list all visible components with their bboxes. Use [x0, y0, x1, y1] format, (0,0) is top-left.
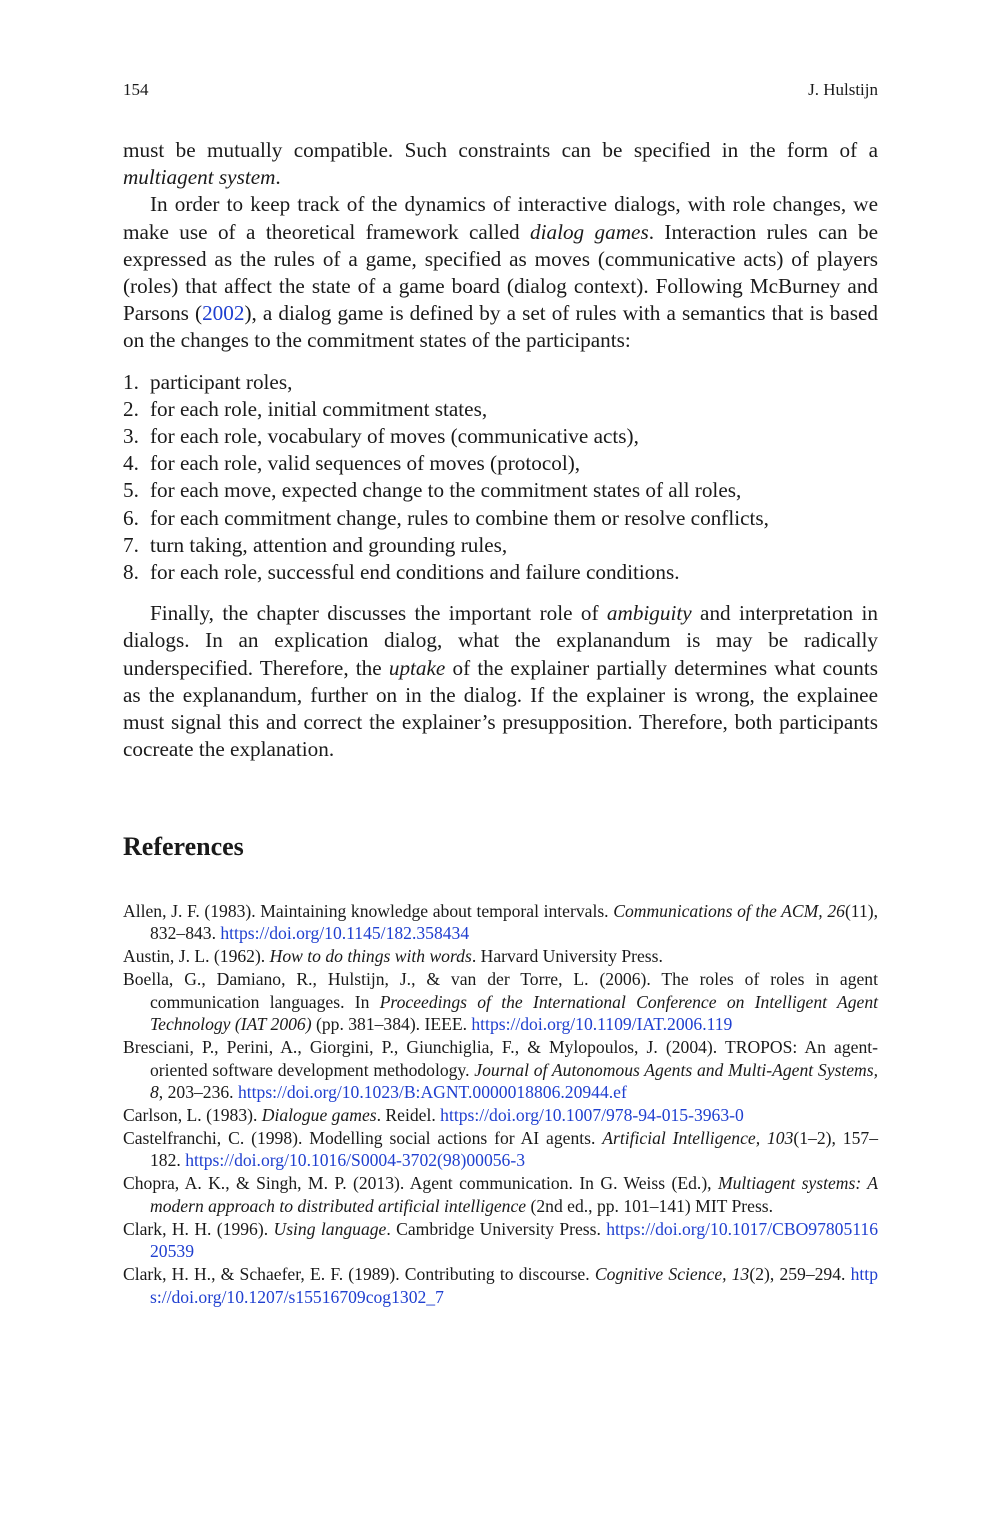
list-item	[123, 477, 878, 504]
reference-text: . Cambridge University Press.	[386, 1218, 607, 1239]
doi-link[interactable]: https://doi.org/10.1145/182.358434	[220, 923, 470, 944]
list-item-text: participant roles,	[150, 369, 293, 394]
rules-list	[123, 369, 878, 587]
reference-text: (1–2), 157–182.	[150, 1128, 878, 1171]
page-number: 154	[123, 80, 149, 99]
reference-item	[123, 945, 878, 967]
paragraph-text: .	[275, 165, 281, 190]
list-item-text: for each role, initial commitment states,	[150, 396, 488, 421]
reference-title: Journal of Autonomous Agents and Multi-Agent Systems, 8	[150, 1059, 878, 1103]
paragraph-text: In order to keep track of the dynamics of interactive dialogs, with role changes, we make use of a theoretical framework called	[123, 192, 878, 244]
emphasis: multiagent system	[123, 165, 276, 190]
list-item-text: for each move, expected change to the commitment states of all roles,	[150, 478, 742, 503]
running-header	[123, 80, 878, 104]
reference-title: Artificial Intelligence, 103	[602, 1128, 794, 1149]
reference-text: (2), 259–294.	[749, 1264, 851, 1285]
list-number: 2.	[123, 396, 139, 421]
paragraph-text: and interpretation in dialogs. In an explication dialog, what the explanandum is may be radically underspecified. Therefore, the	[123, 601, 879, 680]
reference-title: Cognitive Science, 13	[594, 1264, 750, 1285]
list-number: 7.	[123, 532, 139, 557]
list-item-text: for each role, successful end conditions and failure conditions.	[150, 560, 680, 585]
reference-item	[123, 1263, 878, 1308]
paragraph-text: Finally, the chapter discusses the important role of	[150, 601, 607, 626]
reference-text: (11), 832–843.	[150, 901, 878, 944]
reference-text: Bresciani, P., Perini, A., Giorgini, P., Giunchiglia, F., & Mylopoulos, J. (2004). TROPOS: An agent-oriented software development methodology.	[123, 1037, 878, 1080]
list-number: 4.	[123, 451, 139, 476]
reference-text: (pp. 381–384). IEEE.	[311, 1014, 472, 1035]
reference-text: , 203–236.	[158, 1082, 238, 1103]
citation-link[interactable]: 2002	[202, 301, 245, 326]
list-item	[123, 396, 878, 423]
reference-title: Multiagent systems: A modern approach to distributed artificial intelligence	[150, 1173, 878, 1216]
reference-item	[123, 1104, 878, 1126]
list-item-text: for each commitment change, rules to combine them or resolve conflicts,	[150, 505, 769, 530]
reference-text: (2nd ed., pp. 101–141) MIT Press.	[526, 1195, 774, 1216]
paragraph-text: ), a dialog game is defined by a set of rules with a semantics that is based on the changes to the commitment states of the participants:	[123, 301, 878, 353]
list-item	[123, 559, 878, 586]
body-text	[123, 137, 878, 763]
paragraph-text: . Interaction rules can be expressed as the rules of a game, specified as moves (communicative acts) of players (roles) that affect the state of a game board (dialog context). Following McBurney and Parsons (	[123, 219, 878, 326]
emphasis: ambiguity	[606, 601, 692, 626]
reference-item	[123, 900, 878, 945]
reference-item	[123, 1036, 878, 1103]
reference-text: . Harvard University Press.	[471, 946, 663, 967]
list-number: 1.	[123, 369, 139, 394]
paragraph-text: of the explainer partially determines what counts as the explanandum, further on in the dialog. If the explainer is wrong, the explainee must signal this and correct the explainer’s presupposition. Therefore, both participants cocreate the explanation.	[123, 655, 878, 762]
doi-link[interactable]: https://doi.org/10.1007/978-94-015-3963-0	[440, 1105, 744, 1126]
reference-item	[123, 1172, 878, 1217]
list-item-text: turn taking, attention and grounding rules,	[150, 532, 508, 557]
list-number: 5.	[123, 478, 139, 503]
reference-title: Using language	[273, 1218, 387, 1239]
reference-text: Austin, J. L. (1962).	[123, 946, 270, 967]
reference-item	[123, 1218, 878, 1263]
reference-text: . Reidel.	[376, 1105, 441, 1126]
list-item	[123, 450, 878, 477]
paragraph-2	[123, 191, 878, 354]
doi-link[interactable]: https://doi.org/10.1017/CBO9780511620539	[150, 1218, 878, 1262]
list-item-text: for each role, valid sequences of moves (protocol),	[150, 451, 581, 476]
reference-text: Clark, H. H. (1996).	[123, 1218, 274, 1239]
reference-text: Castelfranchi, C. (1998). Modelling social actions for AI agents.	[123, 1128, 603, 1149]
emphasis: uptake	[388, 655, 446, 680]
reference-title: How to do things with words	[269, 946, 472, 967]
paragraph-text: must be mutually compatible. Such constraints can be specified in the form of a	[123, 138, 878, 162]
reference-title: Communications of the ACM, 26	[613, 901, 845, 921]
list-item-text: for each role, vocabulary of moves (communicative acts),	[150, 424, 639, 449]
reference-text: Boella, G., Damiano, R., Hulstijn, J., & van der Torre, L. (2006). The roles of roles in agent communication languages. In	[123, 969, 878, 1012]
doi-link[interactable]: https://doi.org/10.1023/B:AGNT.0000018806.20944.ef	[237, 1082, 627, 1103]
reference-text: Clark, H. H., & Schaefer, E. F. (1989). Contributing to discourse.	[123, 1264, 595, 1285]
list-item	[123, 423, 878, 450]
doi-link[interactable]: https://doi.org/10.1016/S0004-3702(98)00056-3	[185, 1150, 526, 1171]
doi-link[interactable]: https://doi.org/10.1207/s15516709cog1302_7	[150, 1264, 878, 1307]
list-item	[123, 369, 878, 396]
list-number: 8.	[123, 560, 139, 585]
list-number: 3.	[123, 424, 139, 449]
paragraph-3	[123, 600, 878, 763]
references-heading: References	[123, 832, 244, 861]
references-list	[123, 900, 878, 1309]
list-item	[123, 532, 878, 559]
paragraph-1	[123, 137, 878, 191]
emphasis: dialog games	[530, 219, 649, 244]
reference-item	[123, 968, 878, 1035]
running-author: J. Hulstijn	[808, 80, 878, 99]
reference-item	[123, 1127, 878, 1172]
list-number: 6.	[123, 505, 139, 530]
reference-text: Allen, J. F. (1983). Maintaining knowledge about temporal intervals.	[123, 901, 614, 921]
list-item	[123, 505, 878, 532]
reference-text: Chopra, A. K., & Singh, M. P. (2013). Agent communication. In G. Weiss (Ed.),	[123, 1173, 718, 1194]
reference-title: Dialogue games	[261, 1105, 377, 1126]
reference-title: Proceedings of the International Conference on Intelligent Agent Technology (IAT 2006)	[150, 991, 879, 1035]
reference-text: Carlson, L. (1983).	[123, 1105, 262, 1126]
doi-link[interactable]: https://doi.org/10.1109/IAT.2006.119	[471, 1014, 733, 1035]
